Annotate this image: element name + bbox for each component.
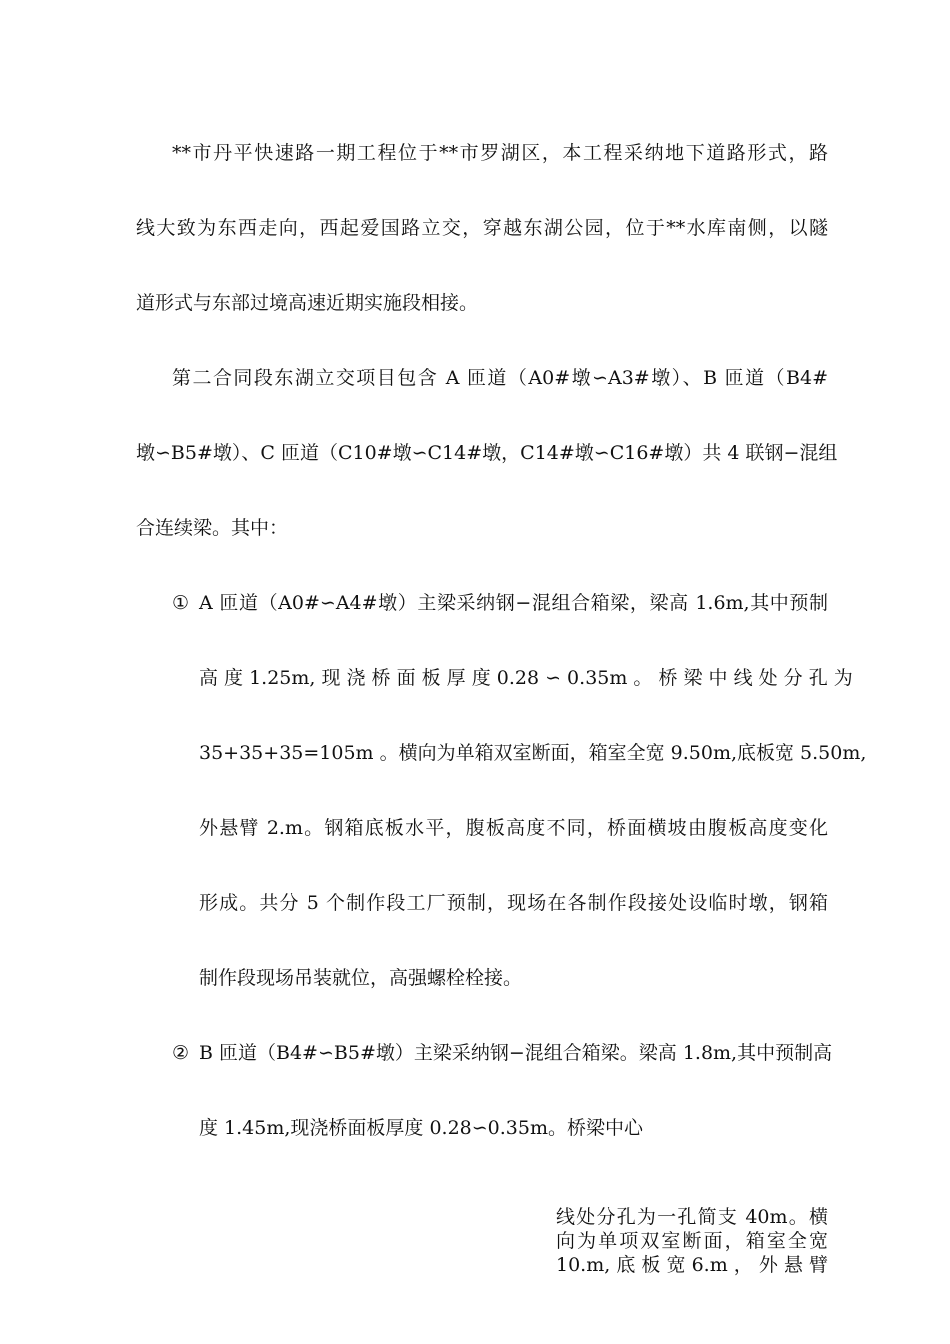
paragraph-2-line-1: 第二合同段东湖立交项目包含 A 匝道（A0#墩∽A3#墩）、B 匝道（B4# <box>172 367 828 389</box>
text-box-line-1: 线处分孔为一孔简支 40m。横 <box>556 1206 828 1228</box>
paragraph-1-line-3: 道形式与东部过境高速近期实施段相接。 <box>136 292 479 314</box>
paragraph-1-line-1: **市丹平快速路一期工程位于**市罗湖区，本工程采纳地下道路形式，路 <box>172 142 828 164</box>
item-1-line-6: 制作段现场吊装就位，高强螺栓栓接。 <box>199 967 523 989</box>
item-1-line-1: A 匝道（A0#∽A4#墩）主梁采纳钢−混组合箱梁，梁高 1.6m,其中预制 <box>199 592 828 614</box>
item-2-line-1: B 匝道（B4#∽B5#墩）主梁采纳钢−混组合箱梁。梁高 1.8m,其中预制高 <box>199 1042 833 1064</box>
paragraph-2-line-2: 墩∽B5#墩）、C 匝道（C10#墩∽C14#墩，C14#墩∽C16#墩）共 4 联钢−混组 <box>136 442 838 464</box>
paragraph-1-line-2: 线大致为东西走向，西起爱国路立交，穿越东湖公园，位于**水库南侧，以隧 <box>136 217 828 239</box>
item-2-line-2: 度 1.45m,现浇桥面板厚度 0.28∽0.35m。桥梁中心 <box>199 1117 643 1139</box>
item-1-line-5: 形成。共分 5 个制作段工厂预制，现场在各制作段接处设临时墩，钢箱 <box>199 892 828 914</box>
text-box-line-2: 向为单项双室断面，箱室全宽 <box>556 1230 828 1252</box>
list-marker-2: ② <box>172 1042 190 1064</box>
list-marker-1: ① <box>172 592 190 614</box>
item-1-line-4: 外悬臂 2.m。钢箱底板水平，腹板高度不同，桥面横坡由腹板高度变化 <box>199 817 828 839</box>
paragraph-2-line-3: 合连续梁。其中： <box>136 517 289 539</box>
text-box-line-3: 10.m, 底 板 宽 6.m ， 外 悬 臂 <box>556 1254 828 1276</box>
item-1-line-3: 35+35+35=105m 。横向为单箱双室断面，箱室全宽 9.50m,底板宽 5.50m, <box>199 742 867 764</box>
item-1-line-2: 高 度 1.25m, 现 浇 桥 面 板 厚 度 0.28 ∽ 0.35m 。 桥 梁 中 线 处 分 孔 为 <box>199 667 853 689</box>
